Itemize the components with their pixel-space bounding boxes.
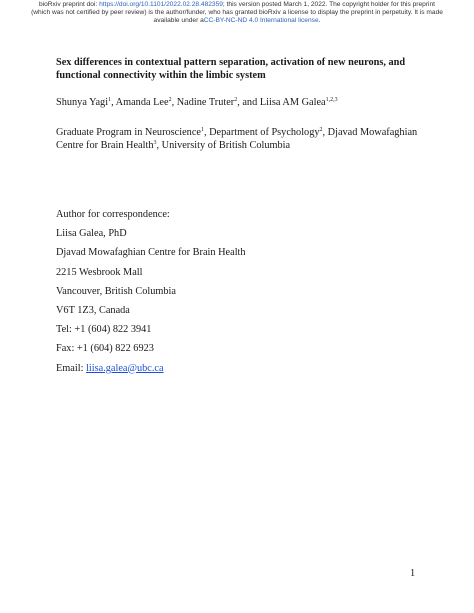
- email-link[interactable]: liisa.galea@ubc.ca: [86, 362, 164, 374]
- author-affiliation-marker: 1,2,3: [325, 97, 338, 103]
- author-affiliation-marker: 2: [234, 97, 238, 103]
- correspondence-city: Vancouver, British Columbia: [56, 285, 176, 297]
- author-name: Liisa AM Galea: [259, 97, 326, 108]
- license-link[interactable]: CC-BY-NC-ND 4.0 International license: [203, 17, 319, 25]
- correspondence-email-line: [56, 362, 246, 381]
- preprint-notice-line-2: (which was not certified by peer review) is the author/funder, who has granted bioRxiv a license to display the preprint in perpetuity. It is made: [31, 9, 443, 17]
- author-affiliation-marker: 2: [168, 97, 172, 103]
- author-separator: , and: [237, 97, 260, 108]
- correspondence-block: [56, 208, 246, 381]
- correspondence-institution: Djavad Mowafaghian Centre for Brain Health: [56, 247, 246, 259]
- email-label: Email:: [56, 362, 87, 374]
- correspondence-tel: Tel: +1 (604) 822 3941: [56, 324, 152, 336]
- correspondence-postal: V6T 1Z3, Canada: [56, 304, 130, 316]
- preprint-notice: [0, 1, 474, 26]
- affiliation-part: Graduate Program in Neuroscience: [56, 127, 201, 138]
- correspondence-street: 2215 Wesbrook Mall: [56, 266, 143, 278]
- affiliation-marker: 2: [319, 127, 323, 133]
- affiliation-marker: 1: [200, 127, 204, 133]
- preprint-notice-line-1: [0, 1, 474, 9]
- notice-doi-prefix: bioRxiv preprint doi:: [39, 1, 100, 8]
- correspondence-heading: Author for correspondence:: [56, 209, 170, 220]
- preprint-notice-line-3: [0, 17, 474, 25]
- correspondence-name: Liisa Galea, PhD: [56, 228, 127, 240]
- affiliation-part: , Department of Psychology: [203, 127, 320, 138]
- affiliation-part: , Djavad Mowafaghian Centre for Brain Health: [56, 127, 418, 151]
- author-name: Nadine Truter: [176, 97, 235, 108]
- page-number: 1: [410, 568, 416, 579]
- correspondence-fax: Fax: +1 (604) 822 6923: [56, 343, 154, 355]
- notice-line1-suffix: ; this version posted March 1, 2022. The copyright holder for this preprint: [222, 1, 435, 8]
- affiliation-marker: 3: [153, 140, 157, 146]
- author-affiliation-marker: 1: [108, 97, 112, 103]
- author-separator: ,: [171, 97, 177, 108]
- notice-license-prefix: available under a: [153, 17, 204, 25]
- affiliation: [56, 126, 436, 152]
- author-name: Amanda Lee: [115, 97, 169, 108]
- author-name: Shunya Yagi: [56, 97, 109, 108]
- notice-license-suffix: .: [318, 17, 321, 25]
- affiliation-part: , University of British Columbia: [156, 140, 291, 151]
- author-separator: ,: [111, 97, 116, 108]
- doi-link[interactable]: https://doi.org/10.1101/2022.02.28.482359: [99, 1, 223, 8]
- author-list: [56, 96, 436, 109]
- paper-title: Sex differences in contextual pattern separation, activation of new neurons, and functional connectivity within the limbic system: [56, 57, 406, 81]
